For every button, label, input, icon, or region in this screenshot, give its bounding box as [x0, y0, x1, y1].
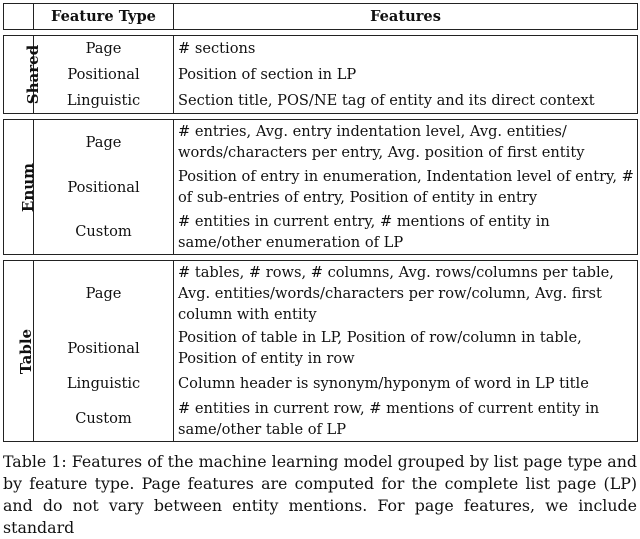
feature-type-cell: Page	[34, 120, 174, 165]
features-cell: Position of entry in enumeration, Indentation level of entry, # of sub-entries of entry, Position of entity in entry	[174, 165, 638, 210]
table-row	[4, 62, 638, 88]
group-enum-label: Enum	[19, 162, 38, 212]
feature-type-cell: Custom	[34, 397, 174, 442]
feature-type-cell: Positional	[34, 165, 174, 210]
feature-type-cell: Page	[34, 261, 174, 326]
features-cell: Column header is synonym/hyponym of word in LP title	[174, 371, 638, 397]
feature-type-cell: Linguistic	[34, 371, 174, 397]
header-features: Features	[174, 4, 638, 30]
features-table	[3, 3, 638, 442]
group-label-enum	[4, 120, 38, 255]
header-feature-type: Feature Type	[34, 4, 174, 30]
feature-type-cell: Positional	[34, 326, 174, 371]
table-row	[4, 210, 638, 255]
features-cell: Position of section in LP	[174, 62, 638, 88]
table-row	[4, 88, 638, 114]
group-label-table	[4, 261, 34, 442]
features-cell: Position of table in LP, Position of row/column in table, Position of entity in row	[174, 326, 638, 371]
table-row	[4, 371, 638, 397]
features-cell: # tables, # rows, # columns, Avg. rows/columns per table, Avg. entities/words/characters per row/column, Avg. first column with entity	[174, 261, 638, 326]
feature-type-cell: Linguistic	[34, 88, 174, 114]
table-row	[4, 397, 638, 442]
feature-type-cell: Positional	[34, 62, 174, 88]
feature-type-cell: Page	[34, 36, 174, 62]
table-caption: Table 1: Features of the machine learning model grouped by list page type and by feature type. Page features are computed for the complete list page (LP) and do not vary between entity mentions. For page features, we include standard	[3, 452, 637, 537]
features-cell: # entities in current row, # mentions of current entity in same/other table of LP	[174, 397, 638, 442]
features-cell: # sections	[174, 36, 638, 62]
group-table-label: Table	[17, 328, 36, 374]
table-header-row	[4, 4, 638, 30]
header-group-cell	[4, 4, 34, 30]
features-table-figure	[3, 3, 637, 442]
features-cell: # entities in current entry, # mentions of entity in same/other enumeration of LP	[174, 210, 638, 255]
table-row	[4, 261, 638, 326]
table-row	[4, 326, 638, 371]
table-row	[4, 165, 638, 210]
group-shared-label: Shared	[24, 44, 43, 105]
group-label-shared	[4, 36, 43, 114]
table-row	[4, 36, 638, 62]
features-cell: # entries, Avg. entry indentation level, Avg. entities/ words/characters per entry, Avg. position of first entity	[174, 120, 638, 165]
table-row	[4, 120, 638, 165]
features-cell: Section title, POS/NE tag of entity and its direct context	[174, 88, 638, 114]
feature-type-cell: Custom	[34, 210, 174, 255]
